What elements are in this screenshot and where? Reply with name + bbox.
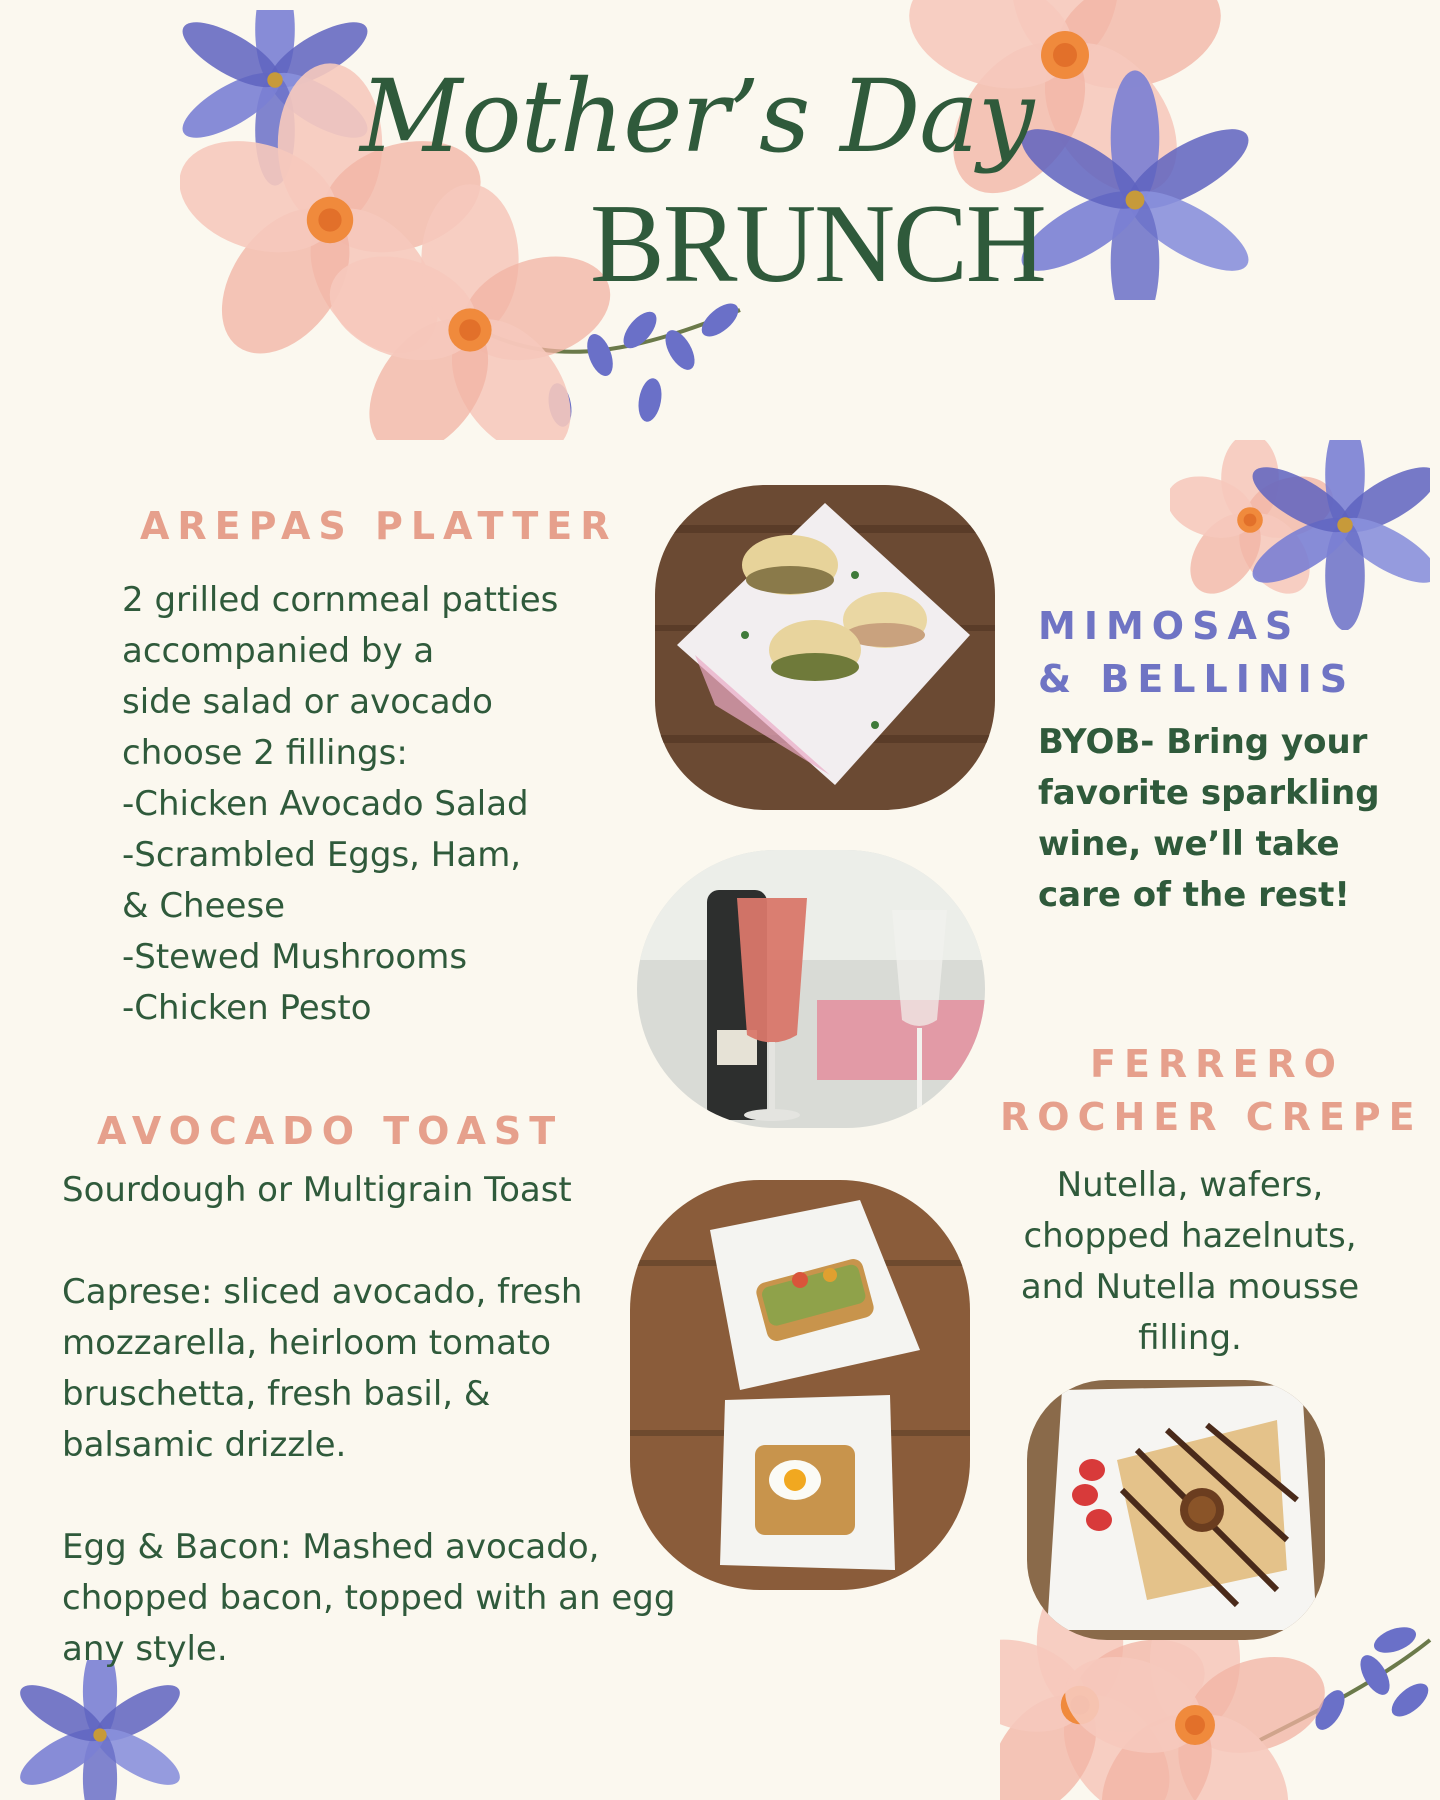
avocado-toast-photo [630, 1180, 970, 1590]
mimosas-heading-line1: MIMOSAS [1038, 604, 1301, 648]
arepas-photo [655, 485, 995, 810]
crepe-description: Nutella, wafers, chopped hazelnuts, and Nutella mousse filling. [1020, 1165, 1360, 1358]
mimosas-description: BYOB- Bring your favorite sparkling wine, we’ll take care of the rest! [1038, 722, 1380, 915]
arepas-heading: AREPAS PLATTER [140, 504, 618, 548]
flower-decoration-bottom-left [20, 1660, 180, 1800]
title-brunch: BRUNCH [590, 182, 1045, 306]
mimosa-photo [637, 850, 985, 1128]
crepe-heading-line2: ROCHER CREPE [1000, 1095, 1423, 1139]
mimosas-heading-line2: & BELLINIS [1038, 657, 1356, 701]
avocado-toast-heading: AVOCADO TOAST [97, 1109, 564, 1153]
avocado-toast-description: Sourdough or Multigrain Toast Caprese: sliced avocado, fresh mozzarella, heirloom tomato bruschetta, fresh basil, & balsamic drizzle. Egg & Bacon: Mashed avocado, chopped bacon, topped with an egg any style. [62, 1170, 676, 1669]
arepas-description: 2 grilled cornmeal patties accompanied by a side salad or avocado choose 2 fillings: -Chicken Avocado Salad -Scrambled Eggs, Ham, & Cheese -Stewed Mushrooms -Chicken Pesto [122, 580, 559, 1028]
crepe-photo [1027, 1380, 1325, 1640]
crepe-heading-line1: FERRERO [1090, 1042, 1344, 1086]
title-script: Mother’s Day [360, 58, 1034, 175]
